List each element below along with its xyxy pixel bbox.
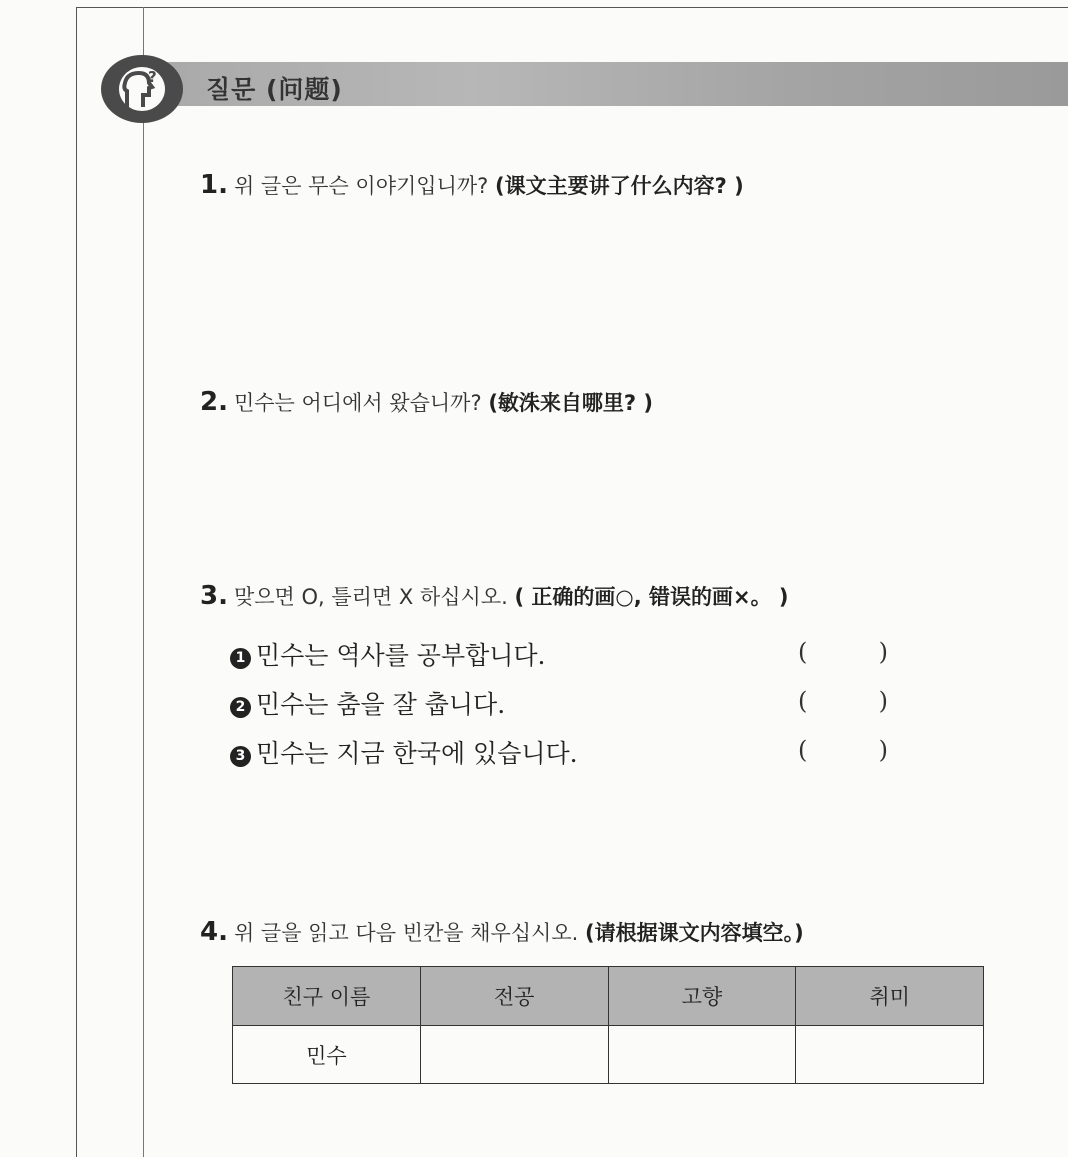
question-number: 3. xyxy=(200,581,228,611)
question-2 xyxy=(200,387,653,417)
table-header-row xyxy=(233,967,984,1026)
question-head-icon xyxy=(121,67,163,111)
question-text-zh: (课文主要讲了什么内容? ) xyxy=(494,174,744,198)
tf-item-2 xyxy=(230,685,505,721)
page-frame-left xyxy=(76,7,77,1157)
section-title: 질문 (问题) xyxy=(206,75,343,104)
cell-hobby-blank[interactable] xyxy=(796,1026,984,1084)
question-text-ko: 민수는 어디에서 왔습니까? xyxy=(233,391,482,415)
question-badge xyxy=(101,55,183,123)
item-number-badge: 1 xyxy=(230,648,251,669)
question-text-zh: (请根据课文内容填空。) xyxy=(585,921,804,945)
page-frame-top xyxy=(76,7,1068,8)
header-hometown: 고향 xyxy=(608,967,796,1026)
item-number-badge: 3 xyxy=(230,746,251,767)
header-major: 전공 xyxy=(420,967,608,1026)
tf-item-text: 민수는 춤을 잘 춥니다. xyxy=(256,690,506,719)
svg-text:?: ? xyxy=(148,68,157,86)
cell-major-blank[interactable] xyxy=(420,1026,608,1084)
tf-item-text: 민수는 지금 한국에 있습니다. xyxy=(256,739,578,768)
question-text-zh: ( 正确的画○, 错误的画×。 ) xyxy=(514,585,789,609)
cell-friend-name: 민수 xyxy=(233,1026,421,1084)
table-row xyxy=(233,1026,984,1084)
fill-in-table xyxy=(232,966,984,1084)
cell-hometown-blank[interactable] xyxy=(608,1026,796,1084)
question-text-ko: 맞으면 O, 틀리면 X 하십시오. xyxy=(233,585,508,609)
tf-item-3 xyxy=(230,734,578,770)
answer-blank-1[interactable]: ( ) xyxy=(798,638,888,666)
header-friend-name: 친구 이름 xyxy=(233,967,421,1026)
item-number-badge: 2 xyxy=(230,697,251,718)
question-3 xyxy=(200,581,789,611)
question-1 xyxy=(200,170,744,200)
tf-item-1 xyxy=(230,636,546,672)
answer-blank-3[interactable]: ( ) xyxy=(798,736,888,764)
tf-item-text: 민수는 역사를 공부합니다. xyxy=(256,641,546,670)
question-text-ko: 위 글을 읽고 다음 빈칸을 채우십시오. xyxy=(233,921,579,945)
question-number: 2. xyxy=(200,387,228,417)
question-4 xyxy=(200,917,804,947)
question-text-zh: (敏洙来自哪里? ) xyxy=(488,391,653,415)
answer-blank-2[interactable]: ( ) xyxy=(798,687,888,715)
question-text-ko: 위 글은 무슨 이야기입니까? xyxy=(233,174,489,198)
header-hobby: 취미 xyxy=(796,967,984,1026)
question-number: 4. xyxy=(200,917,228,947)
page-margin-line xyxy=(143,7,144,1157)
question-number: 1. xyxy=(200,170,228,200)
